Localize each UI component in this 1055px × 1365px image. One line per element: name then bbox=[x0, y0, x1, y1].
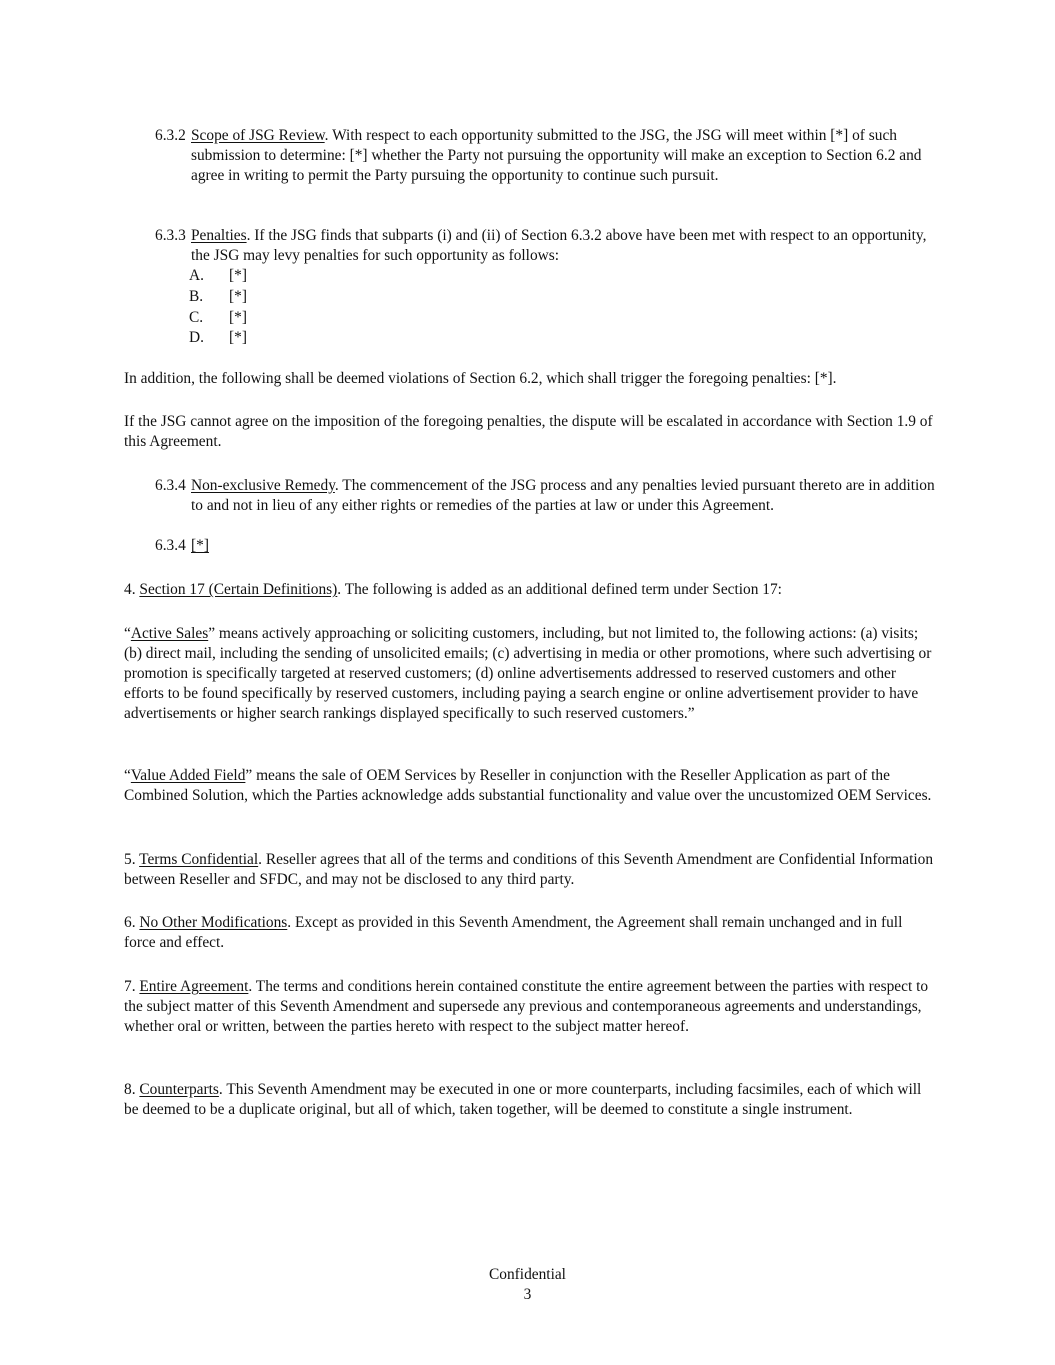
definition-value-added-field bbox=[124, 766, 936, 806]
section-5 bbox=[124, 850, 936, 890]
section-heading: [*] bbox=[191, 537, 209, 554]
footer-page-number: 3 bbox=[523, 1286, 532, 1303]
section-6 bbox=[124, 913, 936, 953]
item-letter: C. bbox=[189, 309, 204, 326]
paragraph-addition: In addition, the following shall be deemed violations of Section 6.2, which shall trigger the foregoing penalties: [*]. bbox=[124, 370, 837, 387]
section-heading: Scope of JSG Review bbox=[191, 127, 325, 144]
section-heading: Terms Confidential bbox=[139, 851, 259, 868]
section-8 bbox=[124, 1080, 936, 1120]
section-6-3-4 bbox=[155, 476, 936, 516]
section-number: 6.3.4 bbox=[155, 477, 186, 494]
section-prefix: 5. bbox=[124, 851, 140, 868]
section-text: . Reseller agrees that all of the terms and conditions of this Seventh Amendment are Confidential Information between Reseller and SFDC, and may not be disclosed to any third party. bbox=[124, 851, 934, 888]
section-text: . Except as provided in this Seventh Amendment, the Agreement shall remain unchanged and in full force and effect. bbox=[124, 914, 903, 951]
item-letter: D. bbox=[189, 329, 204, 346]
open-quote: “ bbox=[124, 767, 131, 784]
section-prefix: 7. bbox=[124, 978, 140, 995]
section-6-3-4-redacted bbox=[155, 536, 936, 556]
section-heading: Entire Agreement bbox=[139, 978, 249, 995]
definition-text: ” means the sale of OEM Services by Reseller in conjunction with the Reseller Application as part of the Combined Solution, which the Parties acknowledge adds substantial functionality and value over the uncustomized OEM Services. bbox=[124, 767, 932, 804]
section-prefix: 6. bbox=[124, 914, 140, 931]
section-text: . With respect to each opportunity submitted to the JSG, the JSG will meet within [*] of such submission to determine: [*] whether the Party not pursuing the opportunity will make an exception to Section 6.2 and agree in writing to permit the Party pursuing the opportunity to continue such pursuit. bbox=[191, 127, 922, 184]
section-7 bbox=[124, 977, 936, 1037]
defined-term: Value Added Field bbox=[130, 767, 246, 784]
section-heading: Non-exclusive Remedy bbox=[191, 477, 335, 494]
section-heading: No Other Modifications bbox=[139, 914, 288, 931]
open-quote: “ bbox=[124, 625, 131, 642]
penalty-item bbox=[189, 266, 247, 286]
section-heading: Section 17 (Certain Definitions) bbox=[139, 581, 338, 598]
section-heading: Penalties bbox=[191, 227, 247, 244]
section-prefix: 4. bbox=[124, 581, 140, 598]
item-letter: A. bbox=[189, 267, 204, 284]
definition-text: ” means actively approaching or soliciting customers, including, but not limited to, the following actions: (a) visits; (b) direct mail, including the sending of unsolicited emails; (c) advertising in media or other promotions, where such advertising or promotion is specifically targeted at reserved customers; (d) online advertisements addressed to reserved customers and other efforts to be found specifically by reserved customers, including paying a search engine or online advertisement provider to have advertisements or higher search rankings displayed specifically to such reserved customers.” bbox=[124, 625, 932, 722]
footer-confidential: Confidential bbox=[489, 1266, 566, 1283]
item-value: [*] bbox=[229, 288, 247, 305]
section-text: . If the JSG finds that subparts (i) and (ii) of Section 6.3.2 above have been met with respect to an opportunity, the JSG may levy penalties for such opportunity as follows: bbox=[191, 227, 927, 264]
defined-term: Active Sales bbox=[130, 625, 209, 642]
paragraph-dispute: If the JSG cannot agree on the imposition of the foregoing penalties, the dispute will be escalated in accordance with Section 1.9 of this Agreement. bbox=[124, 413, 933, 450]
section-text: . The commencement of the JSG process and any penalties levied pursuant thereto are in addition to and not in lieu of any either rights or remedies of the parties at law or under this Agreement. bbox=[191, 477, 935, 514]
section-number: 6.3.3 bbox=[155, 227, 186, 244]
section-6-3-2 bbox=[155, 126, 936, 186]
item-value: [*] bbox=[229, 267, 247, 284]
section-6-3-3 bbox=[155, 226, 936, 266]
section-number: 6.3.4 bbox=[155, 537, 186, 554]
item-letter: B. bbox=[189, 288, 204, 305]
section-text: . The following is added as an additional defined term under Section 17: bbox=[337, 581, 782, 598]
penalty-item bbox=[189, 328, 247, 348]
penalty-item bbox=[189, 308, 247, 328]
section-number: 6.3.2 bbox=[155, 127, 186, 144]
section-prefix: 8. bbox=[124, 1081, 140, 1098]
section-heading: Counterparts bbox=[139, 1081, 219, 1098]
penalty-item bbox=[189, 287, 247, 307]
item-value: [*] bbox=[229, 329, 247, 346]
item-value: [*] bbox=[229, 309, 247, 326]
section-text: . The terms and conditions herein contained constitute the entire agreement between the parties with respect to the subject matter of this Seventh Amendment and supersede any previous and contemporaneous agreements and understandings, whether oral or written, between the parties hereto with respect to the subject matter hereof. bbox=[124, 978, 929, 1035]
definition-active-sales bbox=[124, 624, 936, 724]
section-text: . This Seventh Amendment may be executed in one or more counterparts, including facsimiles, each of which will be deemed to be a duplicate original, but all of which, taken together, will be deemed to constitute a single instrument. bbox=[124, 1081, 922, 1118]
section-4 bbox=[124, 580, 936, 600]
